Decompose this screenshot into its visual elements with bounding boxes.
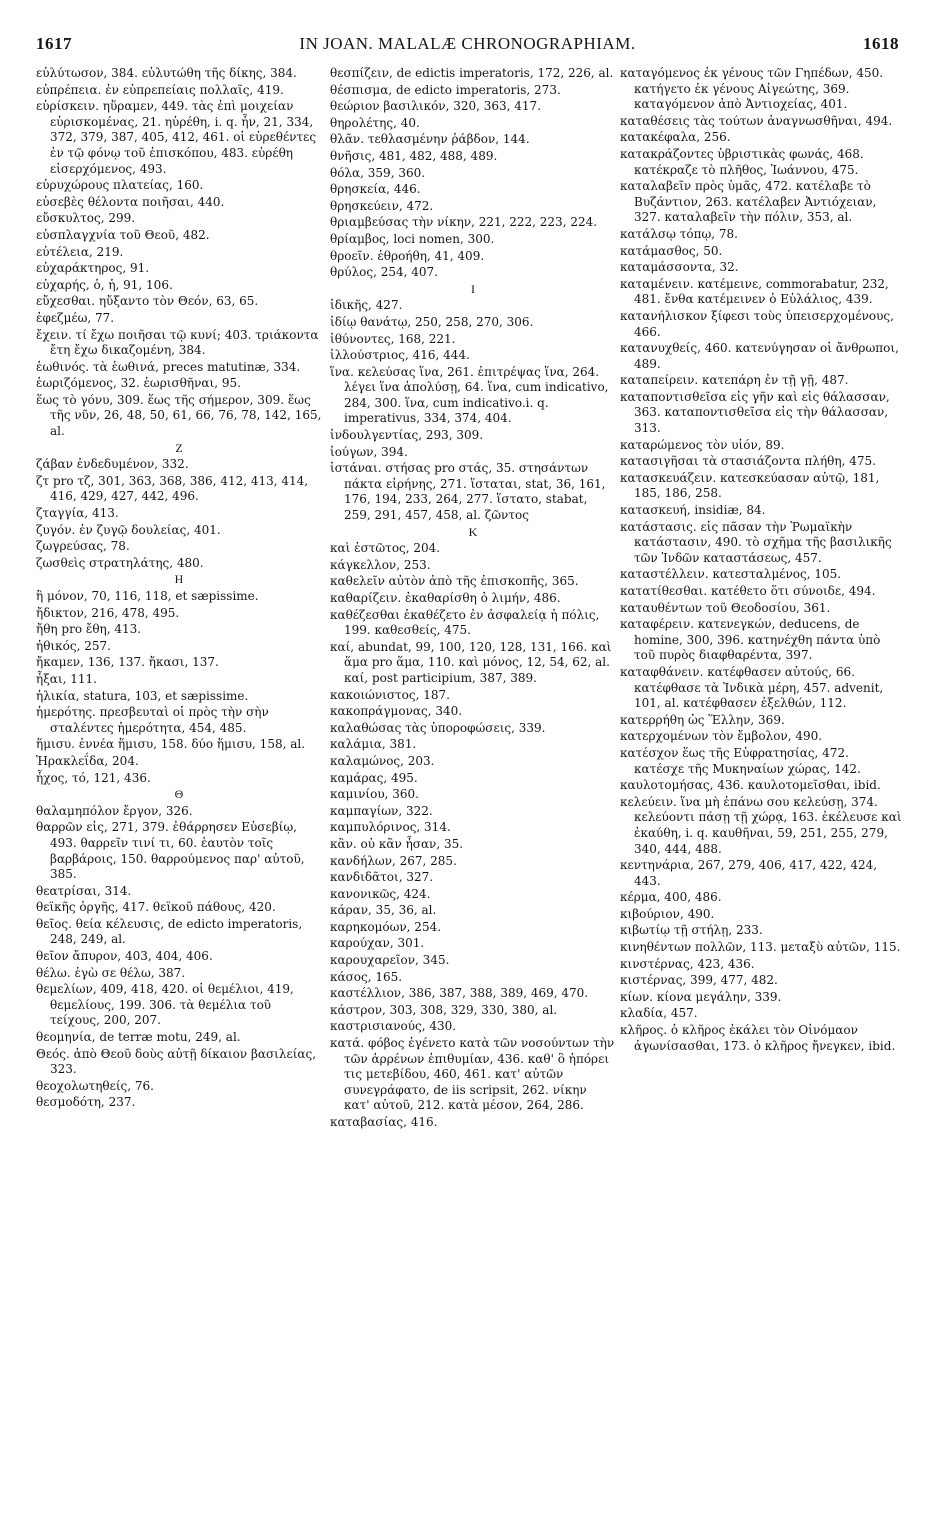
- index-entry: εὔσκυλτος, 299.: [36, 211, 136, 226]
- index-entry: καταβασίας, 416.: [330, 1115, 438, 1129]
- index-entry: καρηκομόων, 254.: [330, 919, 442, 934]
- index-entry: κατακέφαλα, 256.: [620, 130, 731, 145]
- index-entry: καρουχαρεῖον, 345.: [330, 953, 450, 968]
- index-entry: κάγκελλον, 253.: [330, 557, 431, 572]
- index-entry: ζταγγία, 413.: [36, 506, 119, 521]
- index-entry: θεσμοδότη, 237.: [36, 1095, 136, 1110]
- index-entry: καθέζεσθαι ἐκαθέζετο ἐν ἀσφαλείᾳ ἡ πόλις, 199. καθεσθείς, 475.: [330, 607, 600, 638]
- index-entry: κακοπράγμονας, 340.: [330, 704, 463, 719]
- index-entry: ἰούγων, 394.: [330, 444, 408, 459]
- index-entry: ἰλλούστριος, 416, 444.: [330, 348, 470, 363]
- index-entry: εὐλύτωσον, 384. εὐλυτώθη τῆς δίκης, 384.: [36, 66, 297, 80]
- index-entry: θεοχολωτηθείς, 76.: [36, 1078, 154, 1093]
- index-entry: θλᾶν. τεθλασμένην ῥάβδον, 144.: [330, 132, 530, 147]
- index-entry: θροεῖν. ἐθροήθη, 41, 409.: [330, 248, 485, 263]
- index-entry: κατασκευάζειν. κατεσκεύασαν αὐτῷ, 181, 185, 186, 258.: [620, 470, 880, 501]
- index-entry: ἕως τὸ γόνυ, 309. ἕως τῆς σήμερον, 309. ἕως τῆς νῦν, 26, 48, 50, 61, 66, 76, 78, 142, 165, al.: [36, 392, 322, 439]
- index-entry: καστέλλιον, 386, 387, 388, 389, 469, 470.: [330, 986, 589, 1001]
- index-entry: κλαδία, 457.: [620, 1006, 698, 1021]
- index-entry: κιβούριον, 490.: [620, 906, 715, 921]
- index-entry: καυλοτομήσας, 436. καυλοτομεῖσθαι, ibid.: [620, 778, 881, 793]
- index-entry: Θεός. ἀπὸ Θεοῦ δοὺς αὐτῇ δίκαιον βασιλείας, 323.: [36, 1046, 317, 1077]
- index-entry: ἦχος, τό, 121, 436.: [36, 770, 151, 785]
- index-entry: θέσπισμα, de edicto imperatoris, 273.: [330, 82, 561, 97]
- index-entry: καταυθέντων τοῦ Θεοδοσίου, 361.: [620, 600, 831, 615]
- index-column-middle: [330, 66, 616, 1526]
- index-entry: ἤδικτον, 216, 478, 495.: [36, 605, 180, 620]
- index-entry: κατατίθεσθαι. κατέθετο ὅτι σύνοιδε, 494.: [620, 584, 876, 598]
- index-entry: κάραν, 35, 36, al.: [330, 903, 437, 918]
- index-entry: καταπείρειν. κατεπάρη ἐν τῇ γῇ, 487.: [620, 373, 849, 388]
- index-entry: ἡλικία, statura, 103, et sæpissime.: [36, 688, 249, 703]
- index-entry: κατασκευή, insidiæ, 84.: [620, 503, 766, 518]
- index-entry: θρησκεία, 446.: [330, 182, 421, 197]
- index-entry: θρύλος, 254, 407.: [330, 265, 439, 280]
- index-entry: κατάμασθος, 50.: [620, 243, 723, 258]
- section-letter: Z: [175, 440, 183, 455]
- index-entry: εὐρυχώρους πλατείας, 160.: [36, 178, 204, 193]
- index-entry: θαλαμηπόλον ἔργον, 326.: [36, 803, 193, 818]
- index-entry: ζωσθεὶς στρατηλάτης, 480.: [36, 555, 204, 570]
- running-header: [36, 34, 899, 58]
- index-entry: εὐσεβὲς θέλοντα ποιῆσαι, 440.: [36, 194, 225, 209]
- index-entry: καμινίου, 360.: [330, 787, 419, 802]
- index-entry: θεατρίσαι, 314.: [36, 883, 132, 898]
- index-entry: θόλα, 359, 360.: [330, 165, 426, 180]
- index-entry: κατερρήθη ὡς Ἕλλην, 369.: [620, 712, 785, 727]
- index-entry: καταγόμενος ἐκ γένους τῶν Γηπέδων, 450. κατήγετο ἐκ γένους Αἰγεώτης, 369. καταγόμενον ἀπὸ Ἀντιοχείας, 401.: [620, 66, 884, 112]
- index-entry: ἥμισυ. ἐννέα ἥμισυ, 158. δύο ἥμισυ, 158, al.: [36, 737, 306, 752]
- index-entry: ἑωθινός. τὰ ἑωθινά, preces matutinæ, 334.: [36, 359, 301, 374]
- index-entry: κέρμα, 400, 486.: [620, 890, 722, 905]
- index-entry: καστρισιανούς, 430.: [330, 1019, 457, 1034]
- index-entry: ζυγόν. ἐν ζυγῷ δουλείας, 401.: [36, 522, 221, 537]
- index-entry: εὐχαράκτηρος, 91.: [36, 261, 150, 276]
- section-letter: K: [468, 524, 478, 539]
- section-letter: Θ: [174, 787, 184, 802]
- index-entry: κίων. κίονα μεγάλην, 339.: [620, 989, 782, 1004]
- index-entry: κατερχομένων τὸν ἔμβολον, 490.: [620, 729, 823, 744]
- index-entry: ἐφεζμέω, 77.: [36, 310, 115, 325]
- index-entry: καμπαγίων, 322.: [330, 803, 433, 818]
- index-entry: κατακράζοντες ὑβριστικὰς φωνάς, 468. κατέκραζε τὸ πλῆθος, Ἰωάννου, 475.: [620, 146, 864, 177]
- index-entry: κάσος, 165.: [330, 969, 403, 984]
- index-entry: κατανυχθείς, 460. κατενύγησαν οἱ ἄνθρωποι, 489.: [620, 341, 899, 371]
- index-entry: καταστέλλειν. κατεσταλμένος, 105.: [620, 567, 842, 582]
- index-entry: κατέσχον ἕως τῆς Εὐφρατησίας, 472. κατέσχε τῆς Μυκηναίων χώρας, 142.: [620, 745, 861, 776]
- index-column-right: [620, 66, 902, 1526]
- index-entry: εὐσπλαγχνία τοῦ Θεοῦ, 482.: [36, 227, 210, 242]
- index-entry: καταθέσεις τὰς τούτων ἀναγνωσθῆναι, 494.: [620, 113, 893, 128]
- index-entry: καταρώμενος τὸν υἱόν, 89.: [620, 437, 785, 452]
- index-entry: καταφέρειν. κατενεγκών, deducens, de homine, 300, 396. κατηνέχθη πάντα ὑπὸ τοῦ πυρὸς διαφθαρέντα, 397.: [620, 617, 881, 663]
- index-entry: εὑρίσκειν. ηὕραμεν, 449. τὰς ἐπὶ μοιχείαν εὑρισκομένας, 21. ηὑρέθη, i. q. ἦν, 21, 334, 372, 379, 387, 405, 412, 461. οἱ εὑρεθέντες ἐν τῷ φόνῳ τοῦ ἐπισκόπου, 483. εὑρέθη εἰσερχόμενος, 493.: [36, 99, 317, 176]
- index-entry: ἰθύνοντες, 168, 221.: [330, 331, 456, 346]
- index-entry: κιστέρνας, 399, 477, 482.: [620, 973, 778, 988]
- index-entry: θεῖον ἄπυρον, 403, 404, 406.: [36, 949, 213, 964]
- index-entry: εὐχαρής, ὁ, ἡ, 91, 106.: [36, 277, 173, 292]
- index-entry: κλῆρος. ὁ κλῆρος ἐκάλει τὸν Οἰνόμαον ἀγωνίσασθαι, 173. ὁ κλῆρος ἤνεγκεν, ibid.: [620, 1023, 896, 1053]
- index-entry: κατανήλισκον ξίφεσι τοὺς ὑπεισερχομένους, 466.: [620, 308, 894, 339]
- index-entry: ζτ pro τζ, 301, 363, 368, 386, 412, 413, 414, 416, 429, 427, 442, 496.: [36, 473, 309, 504]
- index-entry: κατάστασις. εἰς πᾶσαν τὴν Ῥωμαϊκὴν κατάστασιν, 490. τὸ σχῆμα τῆς βασιλικῆς τῶν Ἰνδῶν καταστάσεως, 457.: [620, 519, 892, 565]
- index-entry: κανδήλων, 267, 285.: [330, 853, 457, 868]
- index-entry: εὐπρέπεια. ἐν εὐπρεπείαις πολλαῖς, 419.: [36, 82, 284, 97]
- index-entry: κατά. φόβος ἐγένετο κατὰ τῶν νοσούντων τὴν τῶν ἀρρένων ἐπιθυμίαν, 436. καθ' ὃ ἠπόρει τις μετεβίδου, 460, 461. κατ' αὐτῶν συνεγράφατο, de iis scripsit, 262. νίκην κατ' αὐτοῦ, 212. κατὰ μέσον, 264, 286.: [330, 1036, 615, 1113]
- index-entry: θνῆσις, 481, 482, 488, 489.: [330, 148, 498, 163]
- index-entry: ἰδικῆς, 427.: [330, 298, 403, 313]
- index-entry: καταμάσσοντα, 32.: [620, 260, 739, 275]
- running-title: IN JOAN. MALALÆ CHRONOGRAPHIAM.: [299, 34, 636, 53]
- index-entry: καλαθώσας τὰς ὑποροφώσεις, 339.: [330, 720, 546, 735]
- index-entry: καρούχαν, 301.: [330, 936, 425, 951]
- index-entry: κανονικῶς, 424.: [330, 886, 431, 901]
- index-column-left: [36, 66, 322, 1526]
- index-entry: θηρολέτης, 40.: [330, 115, 420, 130]
- index-entry: καμπυλόρινος, 314.: [330, 820, 451, 835]
- index-entry: καταλαβεῖν πρὸς ὑμᾶς, 472. κατέλαβε τὸ Βυζάντιον, 263. κατέλαβεν Ἀντιόχειαν, 327. καταλαβεῖν τὴν πόλιν, 353, al.: [620, 179, 877, 225]
- index-entry: καλάμια, 381.: [330, 737, 417, 752]
- index-entry: Ἡρακλεΐδα, 204.: [36, 753, 139, 768]
- index-entry: καθελεῖν αὐτὸν ἀπὸ τῆς ἐπισκοπῆς, 365.: [330, 574, 579, 589]
- index-entry: κινηθέντων πολλῶν, 113. μεταξὺ αὐτῶν, 115.: [620, 940, 901, 955]
- index-entry: θαρρῶν εἰς, 271, 379. ἐθάρρησεν Εὐσεβίῳ, 493. θαρρεῖν τινί τι, 60. ἑαυτὸν τοῖς βαρβάροις, 150. θαρρούμενος παρ' αὐτοῦ, 385.: [36, 820, 305, 882]
- index-entry: ἠθικός, 257.: [36, 638, 111, 653]
- page-number-left: 1617: [36, 34, 72, 53]
- index-entry: εὔχεσθαι. ηὔξαντο τὸν Θεόν, 63, 65.: [36, 294, 259, 309]
- index-entry: καὶ ἑστῶτος, 204.: [330, 541, 441, 556]
- index-entry: καθαρίζειν. ἐκαθαρίσθη ὁ λιμήν, 486.: [330, 591, 561, 605]
- index-entry: ἡμερότης. πρεσβευταὶ οἱ πρὸς τὴν σὴν σταλέντες ἡμερότητα, 454, 485.: [36, 705, 269, 735]
- index-entry: καί, abundat, 99, 100, 120, 128, 131, 166. καὶ ἅμα pro ἅμα, 110. καὶ μόνος, 12, 54, 62, al. καί, post participium, 387, 389.: [330, 639, 612, 685]
- index-entry: κανδιδᾶτοι, 327.: [330, 870, 434, 885]
- index-entry: κελεύειν. ἵνα μὴ ἐπάνω σου κελεύσῃ, 374. κελεύοντι πάσῃ τῇ χώρᾳ, 163. ἐκέλευσε καὶ ἐκαύθη, i. q. καυθῆναι, 59, 251, 255, 279, 340, 444, 488.: [620, 794, 902, 856]
- index-entry: θεώριον βασιλικόν, 320, 363, 417.: [330, 99, 542, 114]
- index-entry: θεῖος. θεία κέλευσις, de edicto imperatoris, 248, 249, al.: [36, 916, 303, 947]
- index-entry: καταποντισθεῖσα εἰς γῆν καὶ εἰς θάλασσαν, 363. καταποντισθεῖσα εἰς τὴν θάλασσαν, 313.: [620, 389, 890, 436]
- index-entry: καλαμώνος, 203.: [330, 753, 435, 768]
- index-entry: κατάλσῳ τόπῳ, 78.: [620, 226, 738, 241]
- index-entry: κιβωτίῳ τῇ στήλῃ, 233.: [620, 923, 763, 938]
- index-entry: εὐτέλεια, 219.: [36, 244, 124, 259]
- index-entry: ἰδίῳ θανάτῳ, 250, 258, 270, 306.: [330, 314, 534, 329]
- index-entry: ἰνδουλγεντίας, 293, 309.: [330, 428, 484, 443]
- section-letter: H: [174, 572, 184, 587]
- index-entry: κάστρον, 303, 308, 329, 330, 380, al.: [330, 1002, 558, 1017]
- index-entry: ἑωριζόμενος, 32. ἑωρισθῆναι, 95.: [36, 376, 241, 391]
- index-entry: ἢ μόνον, 70, 116, 118, et sæpissime.: [36, 589, 259, 603]
- index-entry: καμάρας, 495.: [330, 770, 418, 785]
- index-entry: ἦξαι, 111.: [36, 671, 97, 686]
- index-entry: κακοιώνιστος, 187.: [330, 687, 450, 702]
- index-entry: καταμένειν. κατέμεινε, commorabatur, 232, 481. ἔνθα κατέμεινεν ὁ Εὐλάλιος, 439.: [620, 276, 889, 307]
- index-entry: κινστέρνας, 423, 436.: [620, 956, 755, 971]
- index-entry: θρησκεύειν, 472.: [330, 198, 434, 213]
- index-entry: θεσπίζειν, de edictis imperatoris, 172, 226, al.: [330, 66, 614, 80]
- section-letter: I: [471, 281, 475, 296]
- index-entry: ἵνα. κελεύσας ἵνα, 261. ἐπιτρέψας ἵνα, 264. λέγει ἵνα ἀπολύσῃ, 64. ἵνα, cum indicativo, 284, 300. ἵνα, cum indicativo.i. q. imperativus, 334, 374, 404.: [330, 364, 609, 426]
- index-entry: κεντηνάρια, 267, 279, 406, 417, 422, 424, 443.: [620, 858, 878, 888]
- index-entry: θριαμβεύσας τὴν νίκην, 221, 222, 223, 224.: [330, 215, 598, 230]
- index-entry: θεομηνία, de terræ motu, 249, al.: [36, 1030, 241, 1045]
- index-entry: ζάβαν ἐνδεδυμένον, 332.: [36, 457, 189, 472]
- index-entry: θεϊκῆς ὀργῆς, 417. θεϊκοῦ πάθους, 420.: [36, 900, 276, 915]
- index-entry: κἂν. οὐ κἂν ἦσαν, 35.: [330, 836, 464, 851]
- index-entry: ἤκαμεν, 136, 137. ἤκασι, 137.: [36, 655, 219, 670]
- index-entry: θέλω. ἐγὼ σε θέλω, 387.: [36, 965, 186, 980]
- index-entry: θεμελίων, 409, 418, 420. οἱ θεμέλιοι, 419, θεμελίους, 199. 306. τὰ θεμέλια τοῦ τείχους, 200, 207.: [36, 982, 294, 1028]
- index-entry: καταφθάνειν. κατέφθασεν αὐτούς, 66. κατέφθασε τὰ Ἰνδικὰ μέρη, 457. advenit, 101, al. κατέφθασεν ἐξελθών, 112.: [620, 664, 884, 711]
- index-entry: θρίαμβος, loci nomen, 300.: [330, 231, 495, 246]
- index-entry: ἔχειν. τί ἔχω ποιῆσαι τῷ κυνί; 403. τριάκοντα ἔτη ἔχω δικαζομένη, 384.: [36, 327, 319, 358]
- index-entry: κατασιγῆσαι τὰ στασιάζοντα πλήθη, 475.: [620, 454, 876, 469]
- index-entry: ἱστάναι. στήσας pro στάς, 35. στησάντων πάκτα εἰρήνης, 271. ἵσταται, stat, 36, 161, 176, 194, 233, 264, 277. ἵστατο, stabat, 259, 291, 457, 458, al. ζῶντος: [330, 461, 606, 523]
- index-entry: ζωγρεύσας, 78.: [36, 539, 130, 554]
- page-number-right: 1618: [863, 34, 899, 53]
- index-entry: ἤθη pro ἔθη, 413.: [36, 622, 142, 637]
